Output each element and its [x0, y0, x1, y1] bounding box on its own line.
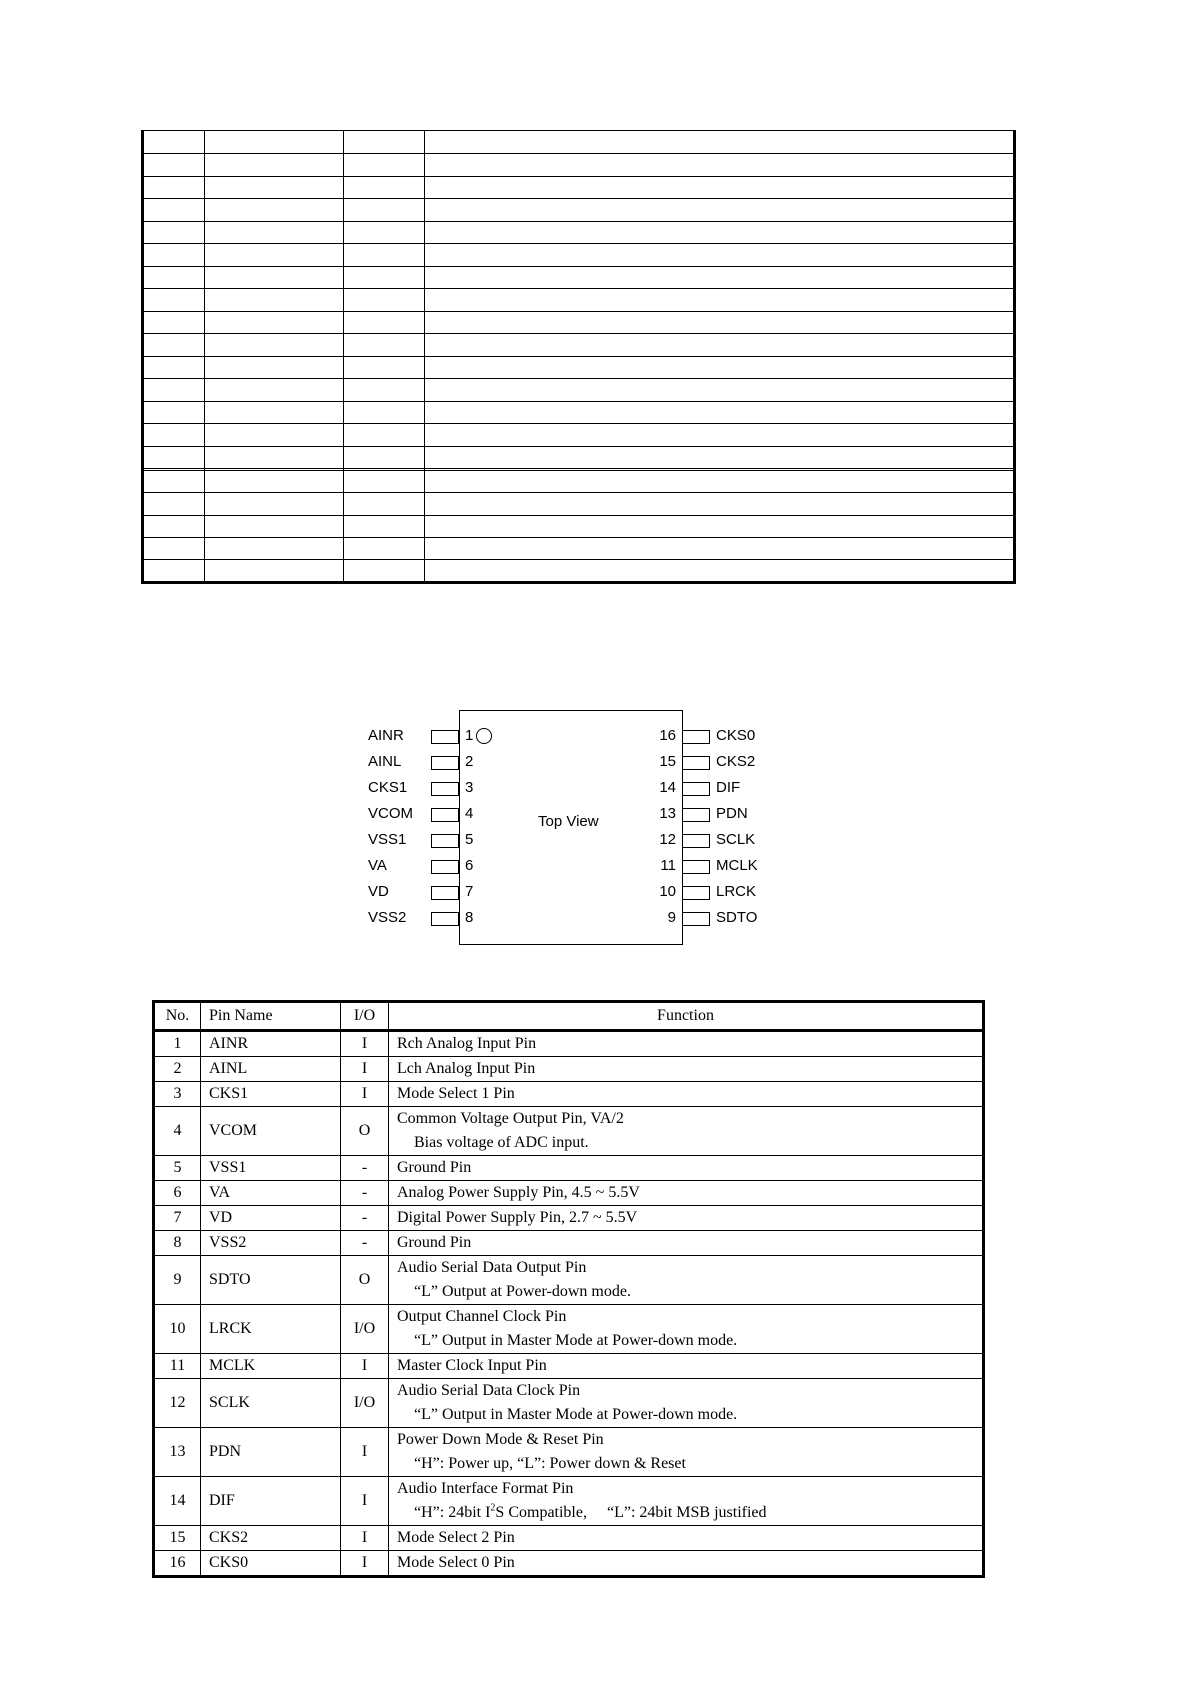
right-pin-name: CKS2	[716, 753, 756, 770]
function-main: Audio Interface Format Pin	[397, 1480, 574, 1497]
grid-row-line	[144, 470, 1013, 471]
pin-io: -	[341, 1206, 389, 1231]
function-main: Output Channel Clock Pin	[397, 1308, 567, 1325]
pin-lead	[431, 886, 459, 900]
pin-no: 14	[154, 1477, 201, 1526]
grid-row-line	[144, 423, 1013, 424]
pin-lead	[682, 886, 710, 900]
pin-name: VSS1	[201, 1156, 341, 1181]
table-row	[154, 1477, 984, 1526]
pin-function: Mode Select 0 Pin	[389, 1551, 984, 1577]
left-pin-name: VA	[368, 857, 387, 874]
pin-name: DIF	[201, 1477, 341, 1526]
pin-name: VCOM	[201, 1107, 341, 1156]
pin-lead	[682, 912, 710, 926]
table-row	[154, 1551, 984, 1577]
grid-row-line	[144, 378, 1013, 379]
right-pin-name: CKS0	[716, 727, 756, 744]
pin-io: I/O	[341, 1305, 389, 1354]
left-pin-number: 3	[465, 779, 474, 796]
pin-lead	[431, 860, 459, 874]
pin-io: I/O	[341, 1379, 389, 1428]
table-row	[154, 1379, 984, 1428]
left-pin-number: 6	[465, 857, 474, 874]
pin-function	[389, 1256, 984, 1305]
pin-io: I	[341, 1354, 389, 1379]
pin-name: VD	[201, 1206, 341, 1231]
pin-name: SCLK	[201, 1379, 341, 1428]
table-row	[154, 1428, 984, 1477]
pin-no: 1	[154, 1031, 201, 1057]
pin-no: 7	[154, 1206, 201, 1231]
grid-row-line	[144, 176, 1013, 177]
table-row	[154, 1031, 984, 1057]
right-pin-number: 11	[660, 857, 676, 874]
pin-lead	[431, 730, 459, 744]
pin-lead	[682, 860, 710, 874]
grid-row-line	[144, 537, 1013, 538]
pin-diagram	[360, 700, 780, 960]
pin-no: 6	[154, 1181, 201, 1206]
grid-row-line	[144, 221, 1013, 222]
grid-row-line	[144, 288, 1013, 289]
table-row	[154, 1526, 984, 1551]
right-pin-number: 13	[659, 805, 676, 822]
pin-lead	[682, 730, 710, 744]
header-pin-name: Pin Name	[201, 1002, 341, 1031]
pin-lead	[431, 756, 459, 770]
pin-no: 8	[154, 1231, 201, 1256]
function-main: Audio Serial Data Clock Pin	[397, 1382, 581, 1399]
table-row	[154, 1256, 984, 1305]
pin-function	[389, 1107, 984, 1156]
pin-no: 2	[154, 1057, 201, 1082]
pin-lead	[682, 756, 710, 770]
right-pin-number: 15	[659, 753, 676, 770]
function-main: Power Down Mode & Reset Pin	[397, 1431, 604, 1448]
pin-no: 5	[154, 1156, 201, 1181]
pin-name: CKS2	[201, 1526, 341, 1551]
left-pin-number: 7	[465, 883, 474, 900]
pin-io: I	[341, 1428, 389, 1477]
right-pin-name: PDN	[716, 805, 748, 822]
right-pin-name: DIF	[716, 779, 741, 796]
pin-io: -	[341, 1181, 389, 1206]
pin1-marker-icon	[476, 728, 492, 744]
table-row	[154, 1156, 984, 1181]
right-pin-number: 9	[667, 909, 676, 926]
pin-function-table	[152, 1000, 985, 1578]
table-row	[154, 1206, 984, 1231]
function-detail: Bias voltage of ADC input.	[414, 1134, 589, 1151]
right-pin-number: 14	[659, 779, 676, 796]
left-pin-number: 8	[465, 909, 474, 926]
pin-lead	[431, 782, 459, 796]
table-row	[154, 1354, 984, 1379]
pin-io: I	[341, 1082, 389, 1107]
pin-name: PDN	[201, 1428, 341, 1477]
table-row	[154, 1231, 984, 1256]
superscript: 2	[490, 1502, 496, 1514]
function-detail: “L” Output in Master Mode at Power-down mode.	[414, 1332, 738, 1349]
table-row	[154, 1057, 984, 1082]
left-pin-number: 2	[465, 753, 474, 770]
table-row	[154, 1181, 984, 1206]
header-io: I/O	[341, 1002, 389, 1031]
pin-function: Digital Power Supply Pin, 2.7 ~ 5.5V	[389, 1206, 984, 1231]
left-pin-name: AINR	[368, 727, 404, 744]
pin-no: 11	[154, 1354, 201, 1379]
right-pin-name: SCLK	[716, 831, 756, 848]
grid-row-line	[144, 356, 1013, 357]
pin-function: Mode Select 2 Pin	[389, 1526, 984, 1551]
pin-name: MCLK	[201, 1354, 341, 1379]
pin-name: CKS1	[201, 1082, 341, 1107]
empty-grid-table	[141, 130, 1016, 584]
pin-function	[389, 1305, 984, 1354]
table-row	[154, 1082, 984, 1107]
pin-io: I	[341, 1031, 389, 1057]
pin-function: Lch Analog Input Pin	[389, 1057, 984, 1082]
pin-no: 12	[154, 1379, 201, 1428]
pin-no: 13	[154, 1428, 201, 1477]
function-detail-part: S Compatible, “L”: 24bit MSB justified	[495, 1504, 767, 1521]
pin-no: 9	[154, 1256, 201, 1305]
left-pin-name: VCOM	[368, 805, 413, 822]
pin-lead	[682, 808, 710, 822]
function-main: Audio Serial Data Output Pin	[397, 1259, 587, 1276]
right-pin-name: MCLK	[716, 857, 758, 874]
function-main: Common Voltage Output Pin, VA/2	[397, 1110, 624, 1127]
right-pin-number: 10	[659, 883, 676, 900]
grid-row-line	[144, 468, 1013, 469]
left-pin-name: CKS1	[368, 779, 408, 796]
pin-name: VA	[201, 1181, 341, 1206]
table-row	[154, 1305, 984, 1354]
pin-function: Rch Analog Input Pin	[389, 1031, 984, 1057]
grid-row-line	[144, 153, 1013, 154]
pin-io: I	[341, 1551, 389, 1577]
grid-row-line	[144, 401, 1013, 402]
function-detail: “L” Output at Power-down mode.	[414, 1283, 631, 1300]
grid-row-line	[144, 333, 1013, 334]
function-detail	[397, 1501, 974, 1525]
left-pin-number: 4	[465, 805, 474, 822]
pin-io: I	[341, 1057, 389, 1082]
pin-name: VSS2	[201, 1231, 341, 1256]
table-header-row	[154, 1002, 984, 1031]
pin-io: O	[341, 1256, 389, 1305]
table-row	[154, 1107, 984, 1156]
pin-name: SDTO	[201, 1256, 341, 1305]
pin-io: I	[341, 1526, 389, 1551]
grid-row-line	[144, 515, 1013, 516]
grid-row-line	[144, 198, 1013, 199]
right-pin-number: 12	[659, 831, 676, 848]
left-pin-number: 5	[465, 831, 474, 848]
grid-row-line	[144, 492, 1013, 493]
grid-row-line	[144, 311, 1013, 312]
right-pin-number: 16	[659, 727, 676, 744]
left-pin-name: VD	[368, 883, 389, 900]
grid-row-line	[144, 446, 1013, 447]
pin-lead	[431, 808, 459, 822]
pin-io: -	[341, 1231, 389, 1256]
pin-function: Mode Select 1 Pin	[389, 1082, 984, 1107]
header-function: Function	[389, 1002, 984, 1031]
pin-no: 3	[154, 1082, 201, 1107]
grid-row-line	[144, 559, 1013, 560]
pin-no: 10	[154, 1305, 201, 1354]
pin-name: LRCK	[201, 1305, 341, 1354]
pin-function	[389, 1379, 984, 1428]
pin-lead	[682, 834, 710, 848]
function-detail: “L” Output in Master Mode at Power-down mode.	[414, 1406, 738, 1423]
function-detail-part: “H”: 24bit I	[414, 1504, 491, 1521]
header-no: No.	[154, 1002, 201, 1031]
pin-function: Master Clock Input Pin	[389, 1354, 984, 1379]
left-pin-name: VSS2	[368, 909, 407, 926]
right-pin-name: LRCK	[716, 883, 757, 900]
left-pin-name: VSS1	[368, 831, 407, 848]
grid-row-line	[144, 243, 1013, 244]
pin-function: Ground Pin	[389, 1231, 984, 1256]
right-pin-name: SDTO	[716, 909, 758, 926]
pin-name: CKS0	[201, 1551, 341, 1577]
pin-function: Ground Pin	[389, 1156, 984, 1181]
pin-io: I	[341, 1477, 389, 1526]
top-view-label: Top View	[538, 813, 599, 830]
left-pin-number: 1	[465, 727, 474, 744]
pin-lead	[431, 834, 459, 848]
pin-function: Analog Power Supply Pin, 4.5 ~ 5.5V	[389, 1181, 984, 1206]
pin-no: 16	[154, 1551, 201, 1577]
pin-name: AINR	[201, 1031, 341, 1057]
grid-row-line	[144, 266, 1013, 267]
pin-no: 4	[154, 1107, 201, 1156]
pin-function	[389, 1428, 984, 1477]
pin-lead	[682, 782, 710, 796]
pin-io: -	[341, 1156, 389, 1181]
pin-io: O	[341, 1107, 389, 1156]
pin-lead	[431, 912, 459, 926]
pin-function	[389, 1477, 984, 1526]
function-detail: “H”: Power up, “L”: Power down & Reset	[414, 1455, 686, 1472]
pin-name: AINL	[201, 1057, 341, 1082]
left-pin-name: AINL	[368, 753, 402, 770]
pin-no: 15	[154, 1526, 201, 1551]
